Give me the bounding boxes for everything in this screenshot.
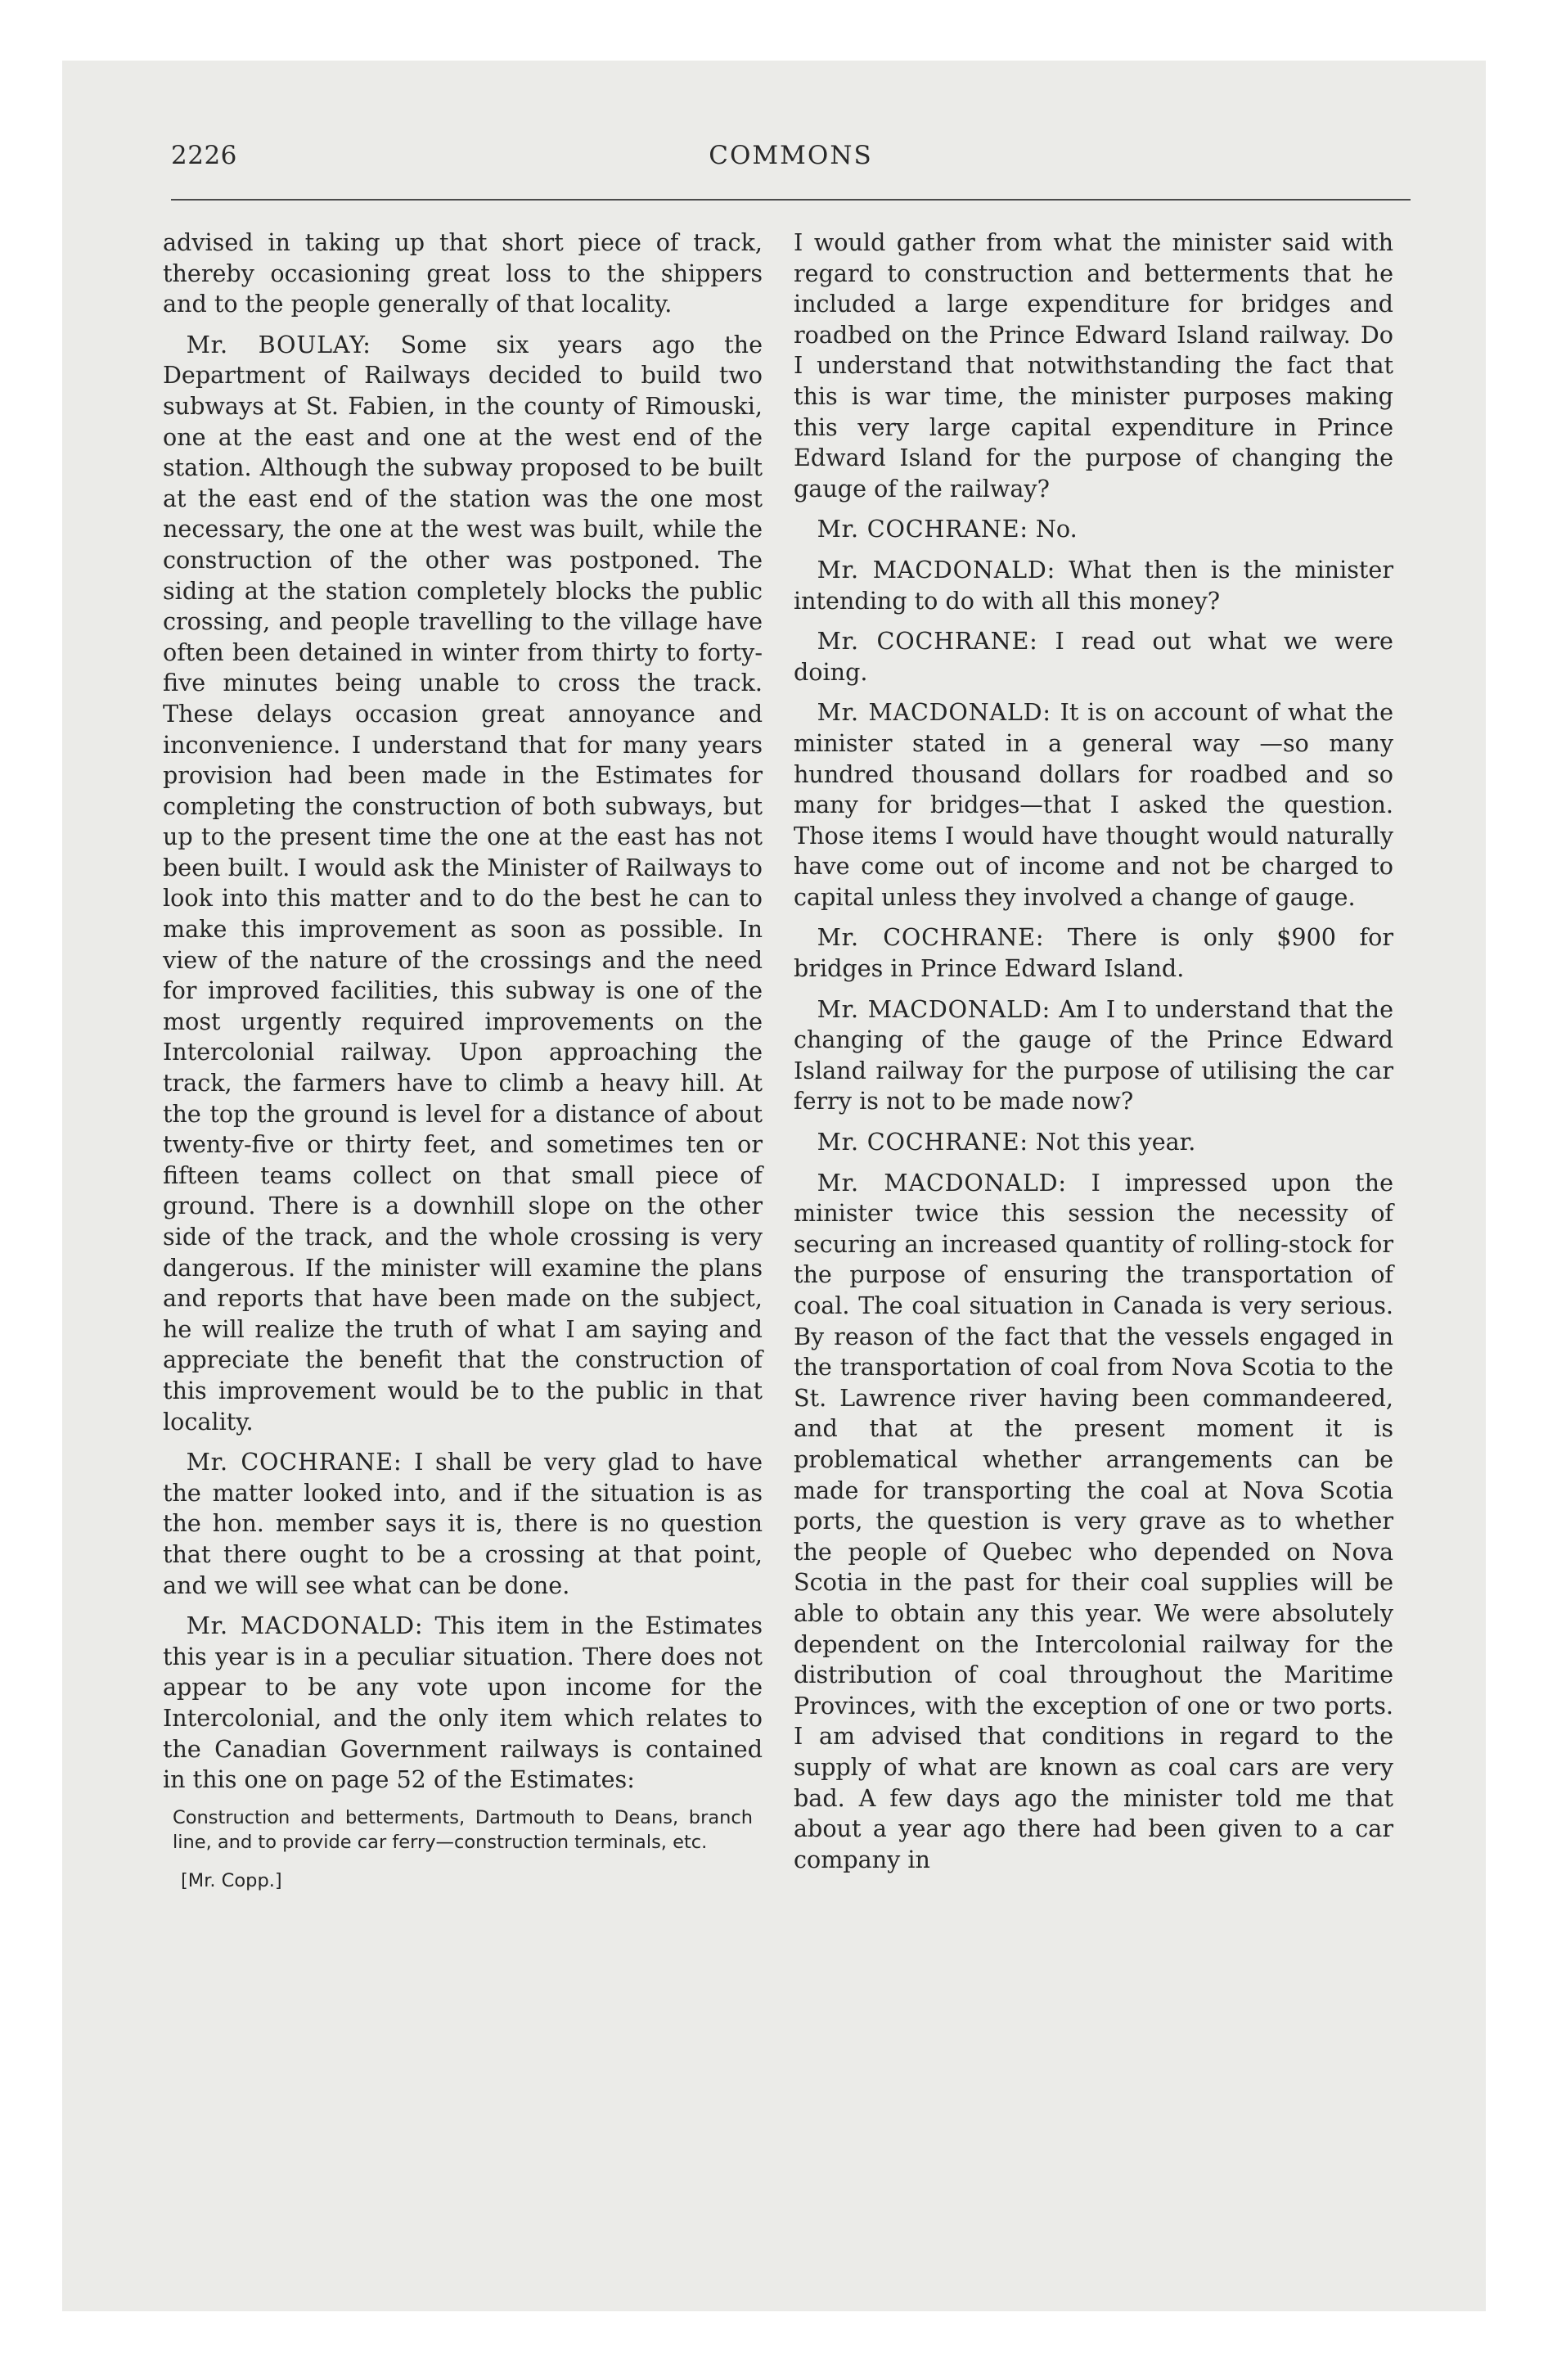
paragraph — [794, 1168, 1393, 1876]
paragraph — [794, 1127, 1393, 1158]
paragraph — [794, 514, 1393, 545]
paragraph — [163, 228, 763, 320]
running-head: COMMONS — [709, 141, 873, 170]
page-number: 2226 — [171, 141, 237, 170]
paragraph-text: I shall be very glad to have the matter looked into, and if the situation is as the hon. member says it is, there is no question that there ought to be a crossing at that point, and we will see what can be done. — [163, 1448, 763, 1599]
paragraph — [794, 555, 1393, 616]
paragraph — [163, 330, 763, 1437]
page-header — [171, 141, 1411, 182]
footer-note: [Mr. Copp.] — [181, 1869, 282, 1891]
paragraph-text: It is on account of what the minister stated in a general way —so many hundred thousand dollars for roadbed and so many for bridges—that I asked the question. Those items I would have thought would naturally have come out of income and not be charged to capital unless they involved a change of gauge. — [794, 698, 1393, 911]
estimates-quote: Construction and betterments, Dartmouth to Deans, branch line, and to provide car ferry—construction terminals, etc. — [173, 1806, 753, 1853]
header-rule — [171, 199, 1411, 201]
paragraph-text: advised in taking up that short piece of track, thereby occasioning great loss to the shippers and to the people generally of that locality. — [163, 228, 763, 318]
paragraph-text: I would gather from what the minister said with regard to construction and betterments that he included a large expenditure for bridges and roadbed on the Prince Edward Island railway. Do I understand that notwithstanding the fact that this is war time, the minister purposes making this very large capital expenditure in Prince Edward Island for the purpose of changing the gauge of the railway? — [794, 228, 1393, 503]
paragraph-text: What then is the minister intending to do with all this money? — [794, 555, 1393, 615]
speaker-name: Mr. COCHRANE: — [817, 1128, 1028, 1156]
paragraph — [163, 1447, 763, 1601]
speaker-name: Mr. MACDONALD: — [186, 1611, 424, 1640]
paragraph — [794, 994, 1393, 1117]
speaker-name: Mr. COCHRANE: — [817, 923, 1045, 952]
speaker-name: Mr. MACDONALD: — [817, 698, 1051, 727]
paragraph-text: This item in the Estimates this year is in a peculiar situation. There does not appear to be any vote upon income for the Intercolonial, and the only item which relates to the Canadian Government railways is contained in this one on page 52 of the Estimates: — [163, 1611, 763, 1794]
speaker-name: Mr. MACDONALD: — [817, 555, 1056, 584]
paragraph — [794, 626, 1393, 687]
paragraph-text: There is only $900 for bridges in Prince Edward Island. — [794, 923, 1393, 983]
speaker-name: Mr. MACDONALD: — [817, 994, 1051, 1023]
paragraph-text: I impressed upon the minister twice this session the necessity of securing an increased quantity of rolling-stock for the purpose of ensuring the transportation of coal. The coal situation in Canada is very serious. By reason of the fact that the vessels engaged in the transportation of coal from Nova Scotia to the St. Lawrence river having been commandeered, and that at the present moment it is problematical whether arrangements can be made for transporting the coal at Nova Scotia ports, the question is very grave as to whether the people of Quebec who depended on Nova Scotia in the past for their coal supplies will be able to obtain any this year. We were absolutely dependent on the Intercolonial railway for the distribution of coal throughout the Maritime Provinces, with the exception of one or two ports. I am advised that conditions in regard to the supply of what are known as coal cars are very bad. A few days ago the minister told me that about a year ago there had been given to a car company in — [794, 1168, 1393, 1873]
speaker-name: Mr. COCHRANE: — [186, 1448, 403, 1476]
speaker-name: Mr. MACDONALD: — [817, 1168, 1067, 1197]
paragraph-text: I read out what we were doing. — [794, 627, 1393, 686]
speaker-name: Mr. COCHRANE: — [817, 627, 1038, 656]
speaker-name: Mr. BOULAY: — [186, 330, 371, 358]
paragraph — [163, 1611, 763, 1796]
paragraph-text: Some six years ago the Department of Railways decided to build two subways at St. Fabien, in the county of Rimouski, one at the east and one at the west end of the station. Although the subway proposed to be built at the east end of the station was the one most necessary, the one at the west was built, while the construction of the other was postponed. The siding at the station completely blocks the public crossing, and people travelling to the village have often been detained in winter from thirty to forty-five minutes being unable to cross the track. These delays occasion great annoyance and inconvenience. I understand that for many years provision had been made in the Estimates for completing the construction of both subways, but up to the present time the one at the east has not been built. I would ask the Minister of Railways to look into this matter and to do the best he can to make this improvement as soon as possible. In view of the nature of the crossings and the need for improved facilities, this subway is one of the most urgently required improvements on the Intercolonial railway. Upon approaching the track, the farmers have to climb a heavy hill. At the top the ground is level for a distance of about twenty-five or thirty feet, and sometimes ten or fifteen teams collect on that small piece of ground. There is a downhill slope on the other side of the track, and the whole crossing is very dangerous. If the minister will examine the plans and reports that have been made on the subject, he will realize the truth of what I am saying and appreciate the benefit that the construction of this improvement would be to the public in that locality. — [163, 330, 763, 1436]
paragraph — [794, 697, 1393, 913]
paragraph — [794, 228, 1393, 504]
left-column — [163, 228, 763, 1896]
paragraph — [794, 922, 1393, 984]
paragraph-text: Am I to understand that the changing of the gauge of the Prince Edward Island railway for the purpose of utilising the car ferry is not to be made now? — [794, 994, 1393, 1116]
paragraph-text: No. — [1028, 515, 1078, 543]
paragraph-text: Not this year. — [1028, 1128, 1196, 1156]
right-column — [794, 228, 1393, 1885]
speaker-name: Mr. COCHRANE: — [817, 515, 1028, 543]
